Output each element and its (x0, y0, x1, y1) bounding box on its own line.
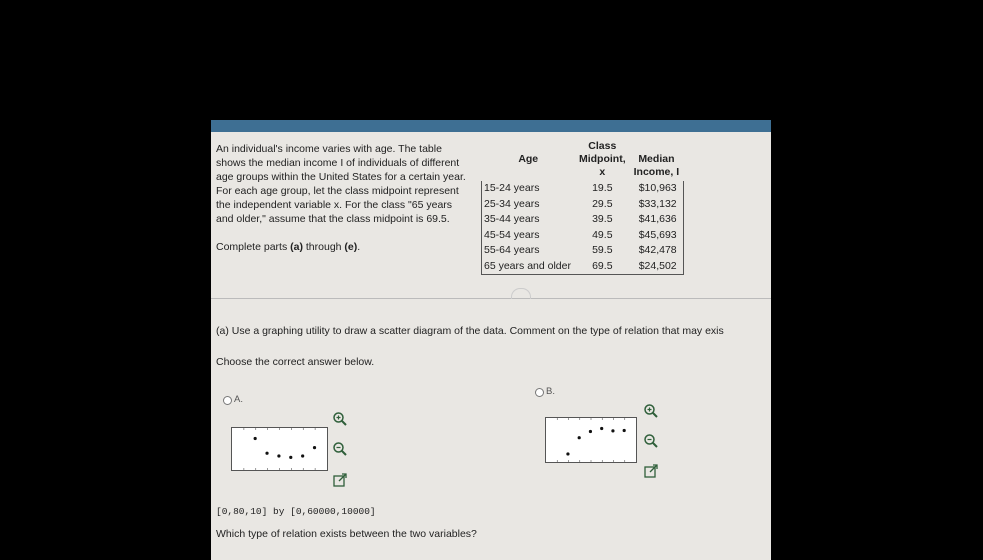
option-a-plot-svg (232, 428, 327, 470)
option-b-scatter-plot (545, 417, 637, 463)
zoom-out-icon[interactable] (332, 441, 348, 457)
option-a-label: A. (234, 394, 243, 405)
open-external-icon[interactable] (332, 472, 348, 488)
option-a-point (289, 456, 292, 459)
zoom-in-icon[interactable] (332, 411, 348, 427)
table-row: 45-54 years 49.5 $45,693 (482, 228, 684, 244)
relation-question: Which type of relation exists between the two variables? (216, 528, 477, 540)
screen (211, 120, 771, 560)
table-row: 65 years and older 69.5 $24,502 (482, 259, 684, 275)
col-header-midpoint: Class Midpoint, x (578, 140, 626, 178)
option-b-point (623, 429, 626, 432)
divider-handle[interactable] (511, 288, 531, 299)
col-header-age: Age (518, 153, 539, 165)
option-b-point (578, 436, 581, 439)
option-a-radio[interactable] (223, 396, 232, 405)
section-divider (211, 298, 771, 299)
viewing-window-text: [0,80,10] by [0,60000,10000] (216, 506, 376, 517)
option-b-point (611, 429, 614, 432)
col-header-income: Median Income, I (633, 153, 680, 178)
option-b-point (589, 430, 592, 433)
option-b-point (600, 427, 603, 430)
option-b-plot-svg (546, 418, 636, 462)
option-b-radio[interactable] (535, 388, 544, 397)
zoom-out-icon[interactable] (643, 433, 659, 449)
open-external-icon[interactable] (643, 463, 659, 479)
option-b-label: B. (546, 386, 555, 397)
intro-text: An individual's income varies with age. The table shows the median income I of individuals of different age groups within the United States for a certain year. For each age group, let the class midpoint represent the independent variable x. For the class "65 years and older," assume that the class midpoint is 69.5. (216, 143, 466, 225)
table-row: 25-34 years 29.5 $33,132 (482, 197, 684, 213)
option-a-point (265, 452, 268, 455)
zoom-in-icon[interactable] (643, 403, 659, 419)
option-a-point (277, 454, 280, 457)
part-a-question: (a) Use a graphing utility to draw a scatter diagram of the data. Comment on the type of relation that may exis (216, 325, 724, 337)
table-row: 35-44 years 39.5 $41,636 (482, 212, 684, 228)
data-table (481, 138, 684, 275)
complete-parts-text: Complete parts (a) through (e). (216, 241, 361, 253)
table-row: 15-24 years 19.5 $10,963 (482, 181, 684, 197)
option-a-point (313, 446, 316, 449)
problem-intro (216, 142, 471, 268)
option-a-point (254, 437, 257, 440)
table-row: 55-64 years 59.5 $42,478 (482, 243, 684, 259)
option-b-point (566, 452, 569, 455)
option-a-scatter-plot (231, 427, 328, 471)
top-bar (211, 120, 771, 132)
part-a-instruction: Choose the correct answer below. (216, 356, 375, 368)
option-a-point (301, 454, 304, 457)
